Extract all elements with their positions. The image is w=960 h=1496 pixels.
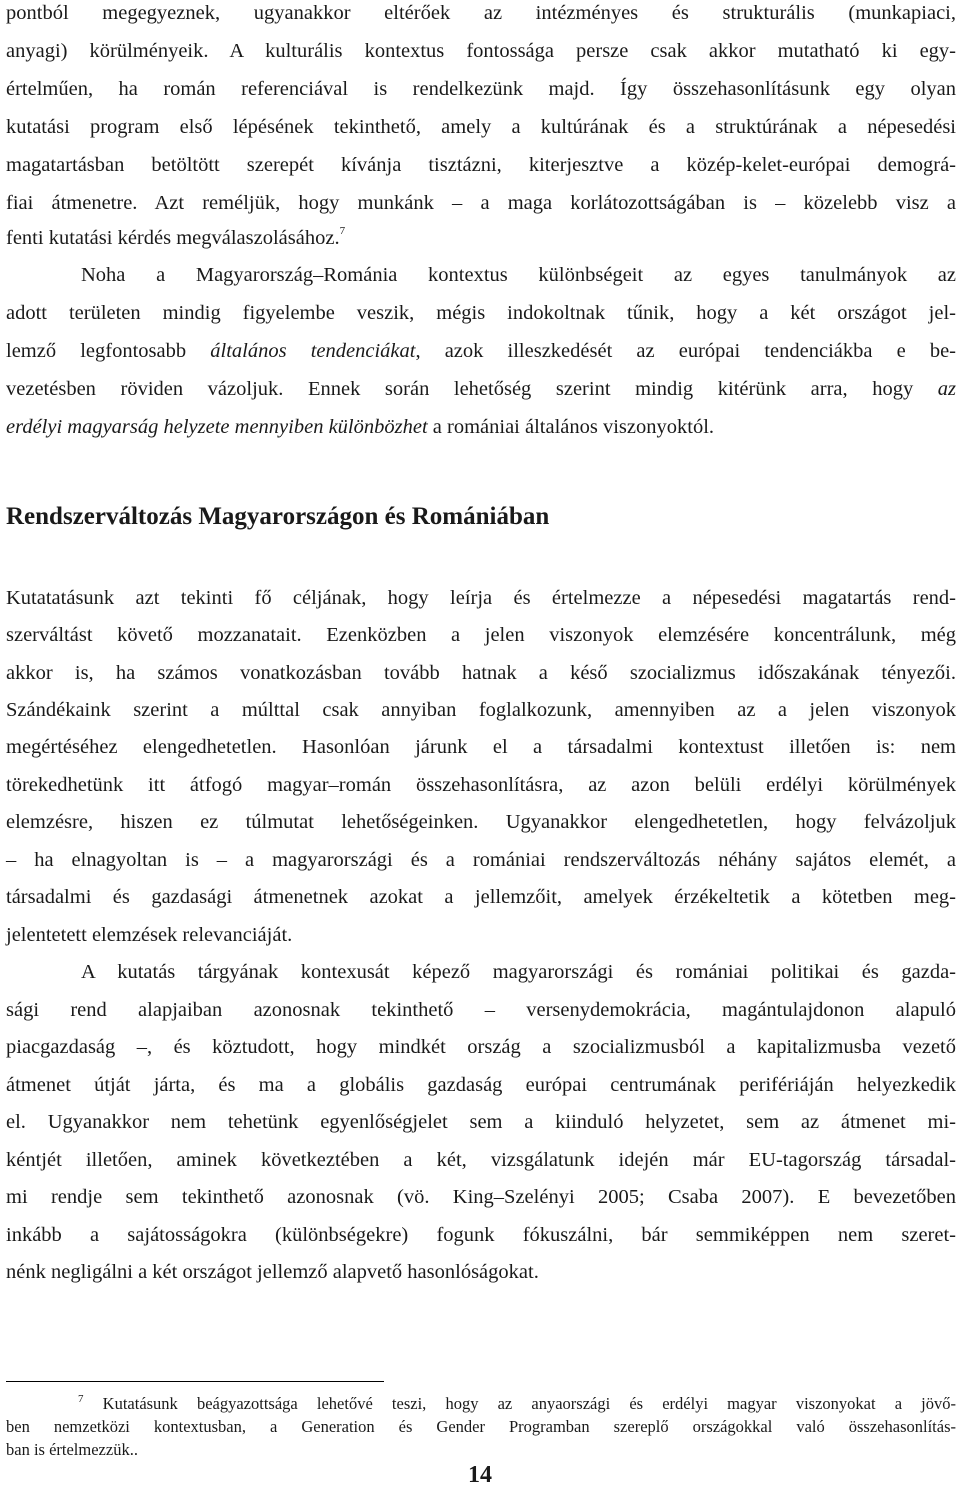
text-line: pontból megegyeznek, ugyanakkor eltérőek az intézményes és strukturális (munkapiaci, [6,2,956,24]
text-line [6,376,956,402]
text-line: Szándékaink szerint a múlttal csak annyiban foglalkozunk, amennyiben az a jelen viszonyok [6,699,956,721]
text-line: – ha elnagyoltan is – a magyarországi és a romániai rendszerváltozás néhány sajátos elemét, a [6,849,956,871]
page-number: 14 [468,1462,492,1488]
text-line: jelentetett elemzések relevanciáját. [6,924,293,946]
footnote-number: 7 [78,1393,84,1405]
text-line: törekedhetünk itt átfogó magyar–román összehasonlításra, az azon belüli erdélyi körülmények [6,774,956,796]
text-span: vezetésben röviden vázoljuk. Ennek során lehetőség szerint mindig kitérünk arra, hogy [6,378,938,400]
footnote-divider [6,1381,384,1382]
footnote-line: ben nemzetközi kontextusban, a Generation és Gender Programban szereplő országokkal való összehasonlítás- [6,1417,956,1436]
text-line: szerváltást követő mozzanatait. Ezenközben a jelen viszonyok elemzésére koncentrálunk, még [6,624,956,646]
text-line: mi rendje sem tekinthető azonosnak (vö. King–Szelényi 2005; Csaba 2007). E bevezetőben [6,1186,956,1208]
text-line: sági rend alapjaiban azonosnak tekinthető – versenydemokrácia, magántulajdonon alapuló [6,999,956,1021]
text-line: akkor is, ha számos vonatkozásban tovább hatnak a késő szocializmus időszakának tényezői. [6,662,956,684]
text-line: kéntjét illetően, aminek következtében a két, vizsgálatunk idején már EU-tagország társadal- [6,1149,956,1171]
section-heading: Rendszerváltozás Magyarországon és Romániában [6,503,550,530]
text-line: Noha a Magyarország–Románia kontextus különbségeit az egyes tanulmányok az [81,264,956,286]
text-line: elemzésre, hiszen ez túlmutat lehetőségeinken. Ugyanakkor elengedhetetlen, hogy felvázoljuk [6,811,956,833]
text-span: fenti kutatási kérdés megválaszolásához. [6,227,340,249]
text-line: társadalmi és gazdasági átmenetnek azokat a jellemzőit, amelyek érzékeltetik a kötetben meg- [6,886,956,908]
text-line: anyagi) körülményeik. A kulturális kontextus fontossága persze csak akkor mutatható ki egy- [6,40,956,62]
italic-span: általános tendenciákat [210,340,416,362]
text-line: fiai átmenetre. Azt reméljük, hogy munkánk – a maga korlátozottságában is – közelebb visz a [6,192,956,214]
text-line: átmenet útját járta, és ma a globális gazdaság európai centrumának perifériáján helyezkedik [6,1074,956,1096]
italic-span: erdélyi magyarság helyzete mennyiben különbözhet [6,416,428,438]
footnote-line [6,1393,956,1415]
text-span: Kutatásunk beágyazottsága lehetővé teszi, hogy az anyaországi és erdélyi magyar viszonyokat a jövő- [102,1394,957,1413]
text-line: A kutatás tárgyának kontexusát képező magyarországi és romániai politikai és gazda- [81,961,956,983]
italic-span: az [937,378,956,400]
text-line [6,225,956,251]
text-line: megértéséhez elengedhetetlen. Hasonlóan járunk el a társadalmi kontextust illetően is: nem [6,736,956,758]
text-line: kutatási program első lépésének tekinthető, amely a kultúrának és a struktúrának a népesedési [6,116,956,138]
text-span: a romániai általános viszonyoktól. [427,416,715,438]
text-line: értelműen, ha román referenciával is rendelkezünk majd. Így összehasonlításunk egy olyan [6,78,956,100]
footnote-line: ban is értelmezzük.. [6,1440,138,1459]
text-line [6,414,956,440]
text-line: inkább a sajátosságokra (különbségekre) fogunk fókuszálni, bár semmiképpen nem szeret- [6,1224,956,1246]
text-line: Kutatatásunk azt tekinti fő céljának, hogy leírja és értelmezze a népesedési magatartás rend- [6,587,956,609]
text-line: adott területen mindig figyelembe veszik, mégis indokoltnak tűnik, hogy a két országot jel- [6,302,956,324]
text-line [6,338,956,364]
text-line: el. Ugyanakkor nem tehetünk egyenlőségjelet sem a kiinduló helyzetet, sem az átmenet mi- [6,1111,956,1133]
text-line: piacgazdaság –, és köztudott, hogy mindkét ország a szocializmusból a kapitalizmusba vezető [6,1036,956,1058]
text-span: lemző legfontosabb [6,340,211,362]
text-line: magatartásban betöltött szerepét kívánja tisztázni, kiterjesztve a közép-kelet-európai demográ- [6,154,956,176]
footnote-ref[interactable]: 7 [339,225,346,237]
text-line: nénk negligálni a két országot jellemző alapvető hasonlóságokat. [6,1261,539,1283]
text-span: , azok illeszkedését az európai tendenciákba e be- [415,340,956,362]
